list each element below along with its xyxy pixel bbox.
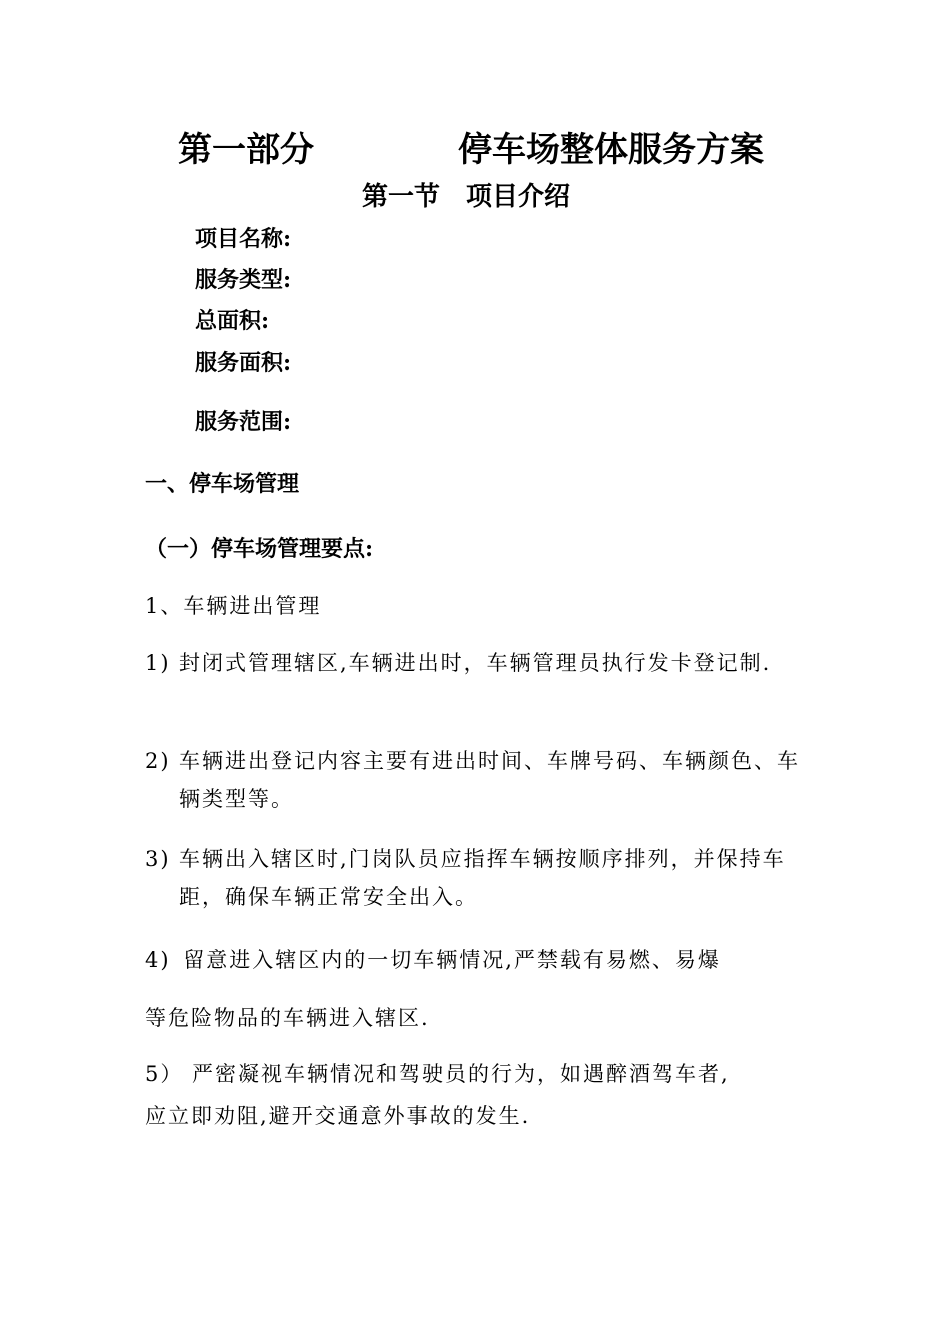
list-item-text: 封闭式管理辖区,车辆进出时，车辆管理员执行发卡登记制. <box>179 651 772 675</box>
list-item-4-line-2: 等危险物品的车辆进入辖区. <box>145 1006 430 1030</box>
field-project-name: 项目名称: <box>195 226 292 252</box>
field-service-area: 服务面积: <box>195 350 292 376</box>
main-title: 停车场整体服务方案 <box>458 130 764 170</box>
field-service-scope: 服务范围: <box>195 409 292 435</box>
section-title: 第一节 项目介绍 <box>362 182 571 212</box>
heading-management-points: （一）停车场管理要点: <box>145 536 374 562</box>
list-item-number: 1) <box>145 651 171 675</box>
list-item-number: 2) <box>145 749 171 773</box>
list-item-text: 车辆进出登记内容主要有进出时间、车牌号码、车辆颜色、车辆类型等。 <box>179 749 800 811</box>
list-item-5-line-1: 5） 严密凝视车辆情况和驾驶员的行为，如遇醉酒驾车者, <box>145 1062 730 1086</box>
field-total-area: 总面积: <box>195 308 270 334</box>
field-service-type: 服务类型: <box>195 267 292 293</box>
list-item <box>145 840 815 916</box>
list-item <box>145 742 815 818</box>
heading-parking-management: 一、停车场管理 <box>145 471 300 497</box>
part-title: 第一部分 <box>178 130 314 170</box>
subheading-vehicle-access: 1、车辆进出管理 <box>145 594 322 618</box>
list-item-4-line-1 <box>145 944 721 974</box>
list-item-number: 4) <box>145 948 171 972</box>
list-item-number: 3) <box>145 847 171 871</box>
list-item-5-line-2: 应立即劝阻,避开交通意外事故的发生. <box>145 1104 531 1128</box>
list-item-text: 车辆出入辖区时,门岗队员应指挥车辆按顺序排列，并保持车距，确保车辆正常安全出入。 <box>179 847 786 909</box>
list-item <box>145 644 815 682</box>
list-item-text: 留意进入辖区内的一切车辆情况,严禁载有易燃、易爆 <box>183 948 721 972</box>
